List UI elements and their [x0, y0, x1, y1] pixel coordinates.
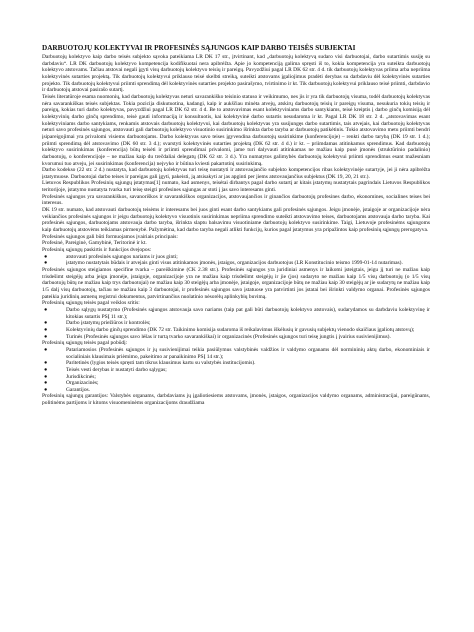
bullet-icon: ● [44, 333, 48, 340]
bullet-text: Turinės (Profesinės sąjungos savo lėšas ir turtą tvarko savarankiškai) ir organizacinės (Profesinės sąjungos turi teisę jungtis į įvairius susivienijimus). [66, 333, 391, 340]
bullet-item [42, 367, 430, 374]
paragraph: Profesinių sąjungų teisės pagal veiklos sritis: [42, 300, 140, 307]
bullet-text: Kolektyvinių darbo ginčų sprendimo (DK 72 str. Taikinimo komisija sudaroma iš reikalavimus iškėlusių ir gavusių subjektų vienodo skaičiaus įgaliotų atstovų); [66, 326, 415, 333]
bullet-item [42, 260, 430, 267]
bullet-icon: ● [44, 320, 48, 327]
bullet-text: Patariamosios (Profesinės sąjungos ir jų susivienijimai teikia pasiūlymus valstybinės valdžios ir valdymo organams dėl normininių aktų darbo, ekonominiais ir socialiniais klausimais priėmimo, pakeitimo ar panaikinimo PSĮ 14 str.); [66, 346, 430, 360]
bullet-item [42, 307, 430, 320]
paragraph: Profesinių sąjungų garantijos: Valstybės organams, darbdaviams jų įgaliotiesiems atstovams, įmonės, įstaigos, organizacijos valdymo organams, administracijai, pareigūnams, politinėms partijoms ir kitoms visuomeninėms organizacijoms draudžiama [42, 393, 430, 407]
bullet-icon: ● [44, 366, 48, 373]
paragraph: Profesinės sąjungos gali būti formuojamos įvairiais principais: [42, 233, 178, 240]
bullet-text: Paritetinės (lygios teisės spręsti tam tikrus klausimus kartu su valstybės institucijomis). [66, 360, 256, 367]
bullet-item [42, 347, 430, 360]
bullet-item [42, 374, 430, 381]
bullet-text: Organizacinės; [66, 380, 99, 387]
bullet-icon: ● [44, 326, 48, 333]
bullet-text: Teisės vesti derybas ir nustatyti darbo sąlygas; [66, 366, 167, 373]
bullet-icon: ● [44, 373, 48, 380]
paragraph: Profesinės sąjungos yra savarankiškos, savanoriškos ir savarankiškos organizacijos, atstovaujančios ir ginančios darbuotojų profesines darbo, ekonomines, socialines teises bei interesus. [42, 193, 430, 207]
bullet-icon: ● [44, 253, 48, 260]
paragraph: Profesinė, Pareiginė, Gamybinė, Teritorinė ir kt. [42, 240, 147, 247]
bullet-icon: ● [44, 346, 48, 353]
bullet-text: atstovauti profesinės sąjungos nariams ir juos ginti; [66, 253, 178, 260]
paragraph: Darbuotojų kolektyvo kaip darbo teisės subjekto sąvoka pateikiama LR DK 17 str., įtvirtinant, kad „darbuotojų kolektyvą sudaro visi darbuotojai, darbo sutartimis susiję su darbdaviu“. LR DK darbuotojų kolektyvo kompetencija kodifikuotai nera apibrėžta. Apie jo kompetenciją galima spręsti iš to, kokia kompetencija yra suteikta darbuotojų kolektyvo atstovams. Tačiau atstovai negali įgyti visų darbuotojų kolektyvo teisių ir pareigų. Pavyzdžiui pagal LR DK 62 str. 4 d. tik darbuotojų kolektyvas priima arba nepriima kolektyvinės sutarties projektą. Tik darbuotojų kolektyvui priklauso teisė skelbti streiką, suteikti atstovams įgaliojimus pradėti derybas su darbdaviu dėl kolektyvinės sutarties projekto. Tik darbuotojų kolektyvui priimti sprendimą dėl kolektyvinės sutarties projekto pasirašymo, tvirtinimo ir kt. Tik darbuotojų kolektyvui priklauso teisė priimti, darbdavio ir darbuotojų atstovai pasirašo sutartį. [42, 54, 430, 94]
bullet-text: Jurisdikcinės; [66, 373, 96, 380]
bullet-icon: ● [44, 386, 48, 393]
paragraph: DK 19 str. numato, kad atstovauti darbuotojų teisėms ir interesams bei juos ginti esant darbo santykiams gali profesinės sąjungos. Jeigu įmonėje, įstaigoje ar organizacijoje nėra veikiančios profesinės sąjungos ir jeigu darbuotojų kolektyvo visuotinis susirinkimas nepriima sprendimo suteikti atstovavimo teises, darbuotojams atstovauja darbo taryba. Kai profesinės sąjungos, darbuotojams atstovauja darbo taryba, išrinkta slaptu balsavimu visuotiniame darbuotojų kolektyvo susirinkime. Taigi, Lietuvoje profesinėms sąjungoms kaip darbuotojų atstovėms teikiamas pirmenybė. Pažymėtina, kad darbo taryba negali atlikti funkcijų, kurios pagal įstatymus yra pripažintos kaip profesinių sąjungų prerogatyva. [42, 207, 430, 234]
paragraph: Profesinių sąjungų paskirtis ir funkcijos dvejopos: [42, 247, 152, 254]
bullet-icon: ● [44, 260, 48, 267]
bullet-text: Darbo sąlygų nustatymo (Profesinės sąjungos atstovauja savo nariams (taip pat gali būti darbuotojų kolektyvo atstovais), sudarydamos su darbdaviu kolektyvinę ir kitokias sutartis PSĮ 11 str.); [66, 306, 430, 320]
paragraph: Teisės literatūroje esama nuomonių, kad darbuotojų kolektyvas neturi savarankiško teisinio statuso ir veikimumo, nes jis ir yra tik darbuotojų visuma, todėl darbuotojų kolektyvas nėra savarankiškas teisės subjektas. Tokia pozicija diskutuotina, kadangi, kaip ir aukščiau minėta atvejų, atskirų darbuotojų teisių ir pareigų visuma, nesukuria tokių teisių ir pareigų, kokias turi darbo kolektyvas, pavyzdžiui pagal LR DK 62 str. 4 d. Be to atstovavimas esant kolektyviniams darbo santykiams, teisė kreiptis į darbo ginčų komisiją dėl kolektyvinių darbo ginčų sprendimo, teisė gauti informaciją ir konsultuotis, kai kolektyvinė darbo sutartis nesudaroma ir kt. Pagal LR DK 18 str. 2 d. „atstovavimas esant kolektyviniams darbo santykiams, renkamis atstovais darbuotojų kolektyvui, kai darbuotojų kolektyvas yra susijungęs darbo sutartimis, tais atvejais, kai darbuotojų kolektyvas neturi savo profesinės sąjungos, atstovauti gali darbuotojų kolektyvo visuotinio susirinkimo išrinkta darbo taryba ar darbuotojų patikėtinis. Tokio atstovavimo metu priimti bendri įsipareigojimai yra privalomi visiems darbuotojams. Darbo kolektyvas savo teises įgyvendina darbuotojų susirinkime (konferencijoje) – renkti darbo tarybą (DK 19 str. 1 d.); priimti sprendimą dėl atstovavimo (DK 60 str. 3 d.); svarstyti kolektyvinės sutarties projektą (DK 62 str. 4 d.) ir kt. – priimdamas atitinkamus sprendimus. Kad darbuotojų kolektyvo susirinkimas (konferencija) būtų teisėti ir priimti sprendimai privalomi, jame turi dalyvauti atitinkamas ne mažiau kaip pusė įmonės (struktūrinio padalinio) darbuotojų, o konferencijoje – ne mažiau kaip du trečdaliai delegatų (DK 62 str. 3 d.). Yra numatytos galimybės darbuotojų kolektyvui priimti sprendimus esant mažesniam kvorumui tuo atveju, jei susirinkimas (konferencija) neįvyko ir būtina kviesti pakartotinį susirinkimą. [42, 93, 430, 167]
bullet-icon: ● [44, 380, 48, 387]
bullet-icon: ● [44, 306, 48, 313]
bullet-icon: ● [44, 360, 48, 367]
bullet-text: įstatymo nustatytais būdais ir atvejais ginti visus atitinkamos įmonės, įstaigos, organizacijos darbuotojus (LR Konstitucinio teismo 1999-01-14 nutarimas). [66, 260, 403, 267]
bullet-item [42, 320, 430, 327]
document-body [42, 54, 430, 407]
bullet-item [42, 327, 430, 334]
bullet-text: Darbo įstatymų priežiūros ir kontrolės; [66, 320, 151, 327]
paragraph: Profesinių sąjungų teisės pagal pobūdį: [42, 340, 128, 347]
bullet-item [42, 360, 430, 367]
paragraph: Lietuvos Respublikos Profesinių sąjungų įstatymas[1] numato, kad asmenys, teisėtai dirbantys pagal darbo sutartį ar kitais įstatymų nustatytais pagrindais Lietuvos Respublikos teritorijoje, įstatymo nustatyta tvarka turi teisę steigti profesines sąjungas ar stoti į jas savo interesams ginti. [42, 180, 430, 194]
bullet-text: Garantijos. [66, 386, 91, 393]
paragraph: Darbo kodekso (22 str. 2 d.) nustatyta, kad darbuotojų kolektyvas turi teisę nustatyti ir atstovaujančio subjekto kompetencijos ribas kolektyvinėje sutartyje, jei ji nėra apibrėžta įstatymuose. Darbuotojai darbo teises ir pareigas gali įgyti, pakeisti, ją atsisakyti ar jas apginti per jiems atstovaujančius subjektus (DK 19, 20, 21 str.). [42, 167, 430, 180]
paragraph: Profesinės sąjungos steigiamos specifine tvarka – pareiškimine (CK 2.38 str.). Profesinės sąjungos yra juridiniai asmenys ir laikomi įsteigtais, jeigu jį turi ne mažiau kaip trisdešimt steigėjų arba jeigu įmonėje, įstaigoje, organizacijoje yra ne mažiau kaip trisdešimt steigėjų ir jie (jos) sudaryto ne mažiau kaip 1/5 visų darbuotojų (o 1/5 visų darbuotojų būtų ne mažiau kaip trys darbuotojai) ne mažiau kaip 30 steigėjų arba įmonėje, įstaigoje, organizacijoje būtų ne mažiau kaip 30 steigėjų ar jie sudarytų ne mažiau kaip 1/5 dalį visų darbuotojų, tačiau ne mažiau kaip 3 darbuotojai, ir profesinės sąjungos savo įstatuose yra patvirtinti jos įstatai bei išrinkti valdymo organai. Profesinės sąjungos pateikia juridinių asmenų registrui dokumentus, patvirtinančius nuolatinio nėsorėlų aplinkybių buvimą. [42, 267, 430, 300]
document-title: DARBUOTOJŲ KOLEKTYVAI IR PROFESINĖS SĄJUNGOS KAIP DARBO TEISĖS SUBJEKTAI [42, 44, 356, 52]
bullet-item [42, 380, 430, 387]
